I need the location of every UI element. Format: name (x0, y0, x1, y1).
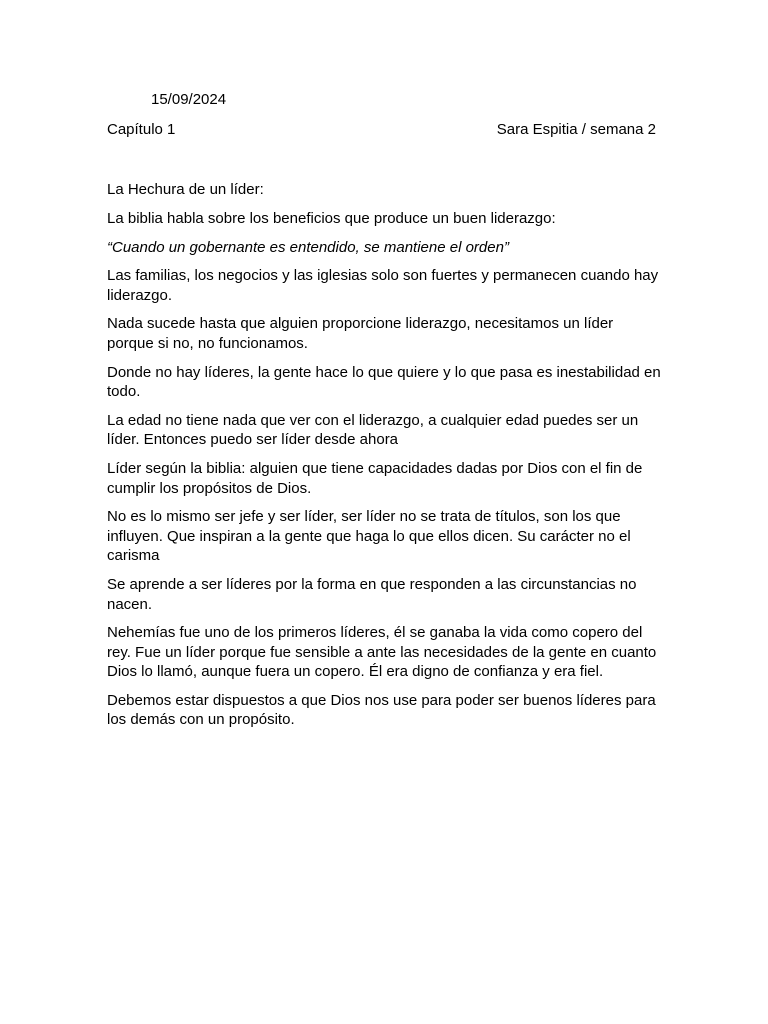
chapter-label: Capítulo 1 (107, 121, 176, 138)
paragraph: Nehemías fue uno de los primeros líderes, él se ganaba la vida como copero del rey. Fue un líder porque fue sensible a ante las necesidades de la gente en cuanto Dios lo llamó, aunque fuera un copero. Él era digno de confianza y era fiel. (107, 624, 657, 681)
paragraph: Se aprende a ser líderes por la forma en que responden a las circunstancias no nacen. (107, 575, 637, 613)
paragraph: Las familias, los negocios y las iglesias solo son fuertes y permanecen cuando hay liderazgo. (107, 267, 659, 304)
quote-paragraph: “Cuando un gobernante es entendido, se mantiene el orden” (107, 238, 509, 256)
paragraph: No es lo mismo ser jefe y ser líder, ser líder no se trata de títulos, son los que influyen. Que inspiran a la gente que haga lo que ellos dicen. Su carácter no el carisma (107, 508, 631, 565)
paragraph: La biblia habla sobre los beneficios que produce un buen liderazgo: (107, 210, 556, 227)
document-date: 15/09/2024 (151, 91, 227, 108)
document-title: La Hechura de un líder: (107, 181, 264, 198)
paragraph: La edad no tiene nada que ver con el liderazgo, a cualquier edad puedes ser un líder. Entonces puedo ser líder desde ahora (107, 411, 639, 449)
paragraph-list (107, 209, 663, 730)
paragraph: Donde no hay líderes, la gente hace lo que quiere y lo que pasa es inestabilidad en todo. (107, 363, 661, 401)
paragraph: Líder según la biblia: alguien que tiene capacidades dadas por Dios con el fin de cumplir los propósitos de Dios. (107, 459, 643, 497)
author-week-label: Sara Espitia / semana 2 (496, 121, 656, 138)
paragraph: Debemos estar dispuestos a que Dios nos use para poder ser buenos líderes para los demás con un propósito. (107, 691, 656, 729)
document-page (107, 90, 663, 730)
header-row (107, 120, 663, 140)
paragraph: Nada sucede hasta que alguien proporcione liderazgo, necesitamos un líder porque si no, no funcionamos. (107, 315, 614, 352)
